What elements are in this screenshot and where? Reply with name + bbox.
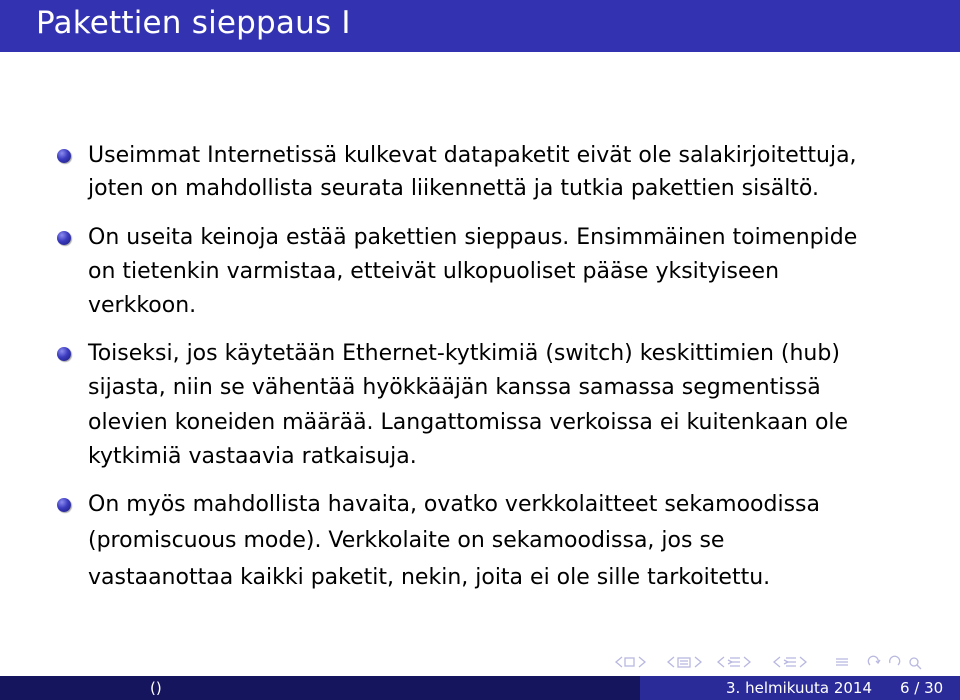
footer-page-number: 6 / 30 (900, 679, 944, 697)
bullet-text-line: On useita keinoja estää pakettien sieppaus. Ensimmäinen toimenpide (88, 225, 858, 250)
bullet-icon (57, 149, 71, 163)
nav-prev-subsection-icon[interactable] (668, 657, 690, 667)
slide-title: Pakettien sieppaus I (36, 5, 351, 41)
nav-prev-section-icon-2[interactable] (774, 657, 796, 667)
nav-next-section-icon[interactable] (744, 657, 750, 667)
bullet-text-line: Toiseksi, jos käytetään Ethernet-kytkimiä (switch) keskittimien (hub) (88, 341, 840, 366)
bullet-text-line: vastaanottaa kaikki paketit, nekin, joita ei ole sille tarkoitettu. (88, 565, 771, 590)
nav-next-section-icon-2[interactable] (800, 657, 806, 667)
bullet-icon (57, 231, 71, 245)
bullet-text-line: sijasta, niin se vähentää hyökkääjän kanssa samassa segmentissä (88, 375, 821, 400)
nav-search-icon[interactable] (868, 656, 921, 669)
footer-author: () (150, 679, 162, 697)
nav-prev-section-icon[interactable] (718, 657, 740, 667)
bullet-text-line: Useimmat Internetissä kulkevat datapaketit eivät ole salakirjoitettuja, (88, 143, 857, 168)
nav-next-frame-icon[interactable] (639, 657, 645, 667)
bullet-text-line: verkkoon. (88, 293, 197, 318)
nav-align-icon[interactable] (836, 659, 848, 665)
footer-date: 3. helmikuuta 2014 (726, 679, 873, 697)
bullet-text-line: olevien koneiden määrää. Langattomissa verkoissa ei kuitenkaan ole (88, 410, 849, 435)
bullet-icon (57, 347, 71, 361)
title-bar (0, 0, 960, 52)
bullet-text-line: on tietenkin varmistaa, etteivät ulkopuoliset pääse yksityiseen (88, 259, 780, 284)
bullet-text-line: On myös mahdollista havaita, ovatko verkkolaitteet sekamoodissa (88, 492, 820, 517)
footer-author-panel (0, 676, 640, 700)
nav-prev-frame-icon[interactable] (616, 657, 634, 667)
nav-next-subsection-icon[interactable] (695, 657, 701, 667)
bullet-text-line: joten on mahdollista seurata liikennettä ja tutkia pakettien sisältö. (88, 176, 819, 201)
navigation-bar (612, 652, 952, 672)
bullet-text-line: (promiscuous mode). Verkkolaite on sekamoodissa, jos se (88, 528, 725, 553)
bullet-icon (57, 498, 71, 512)
bullet-text-line: kytkimiä vastaavia ratkaisuja. (88, 444, 417, 469)
